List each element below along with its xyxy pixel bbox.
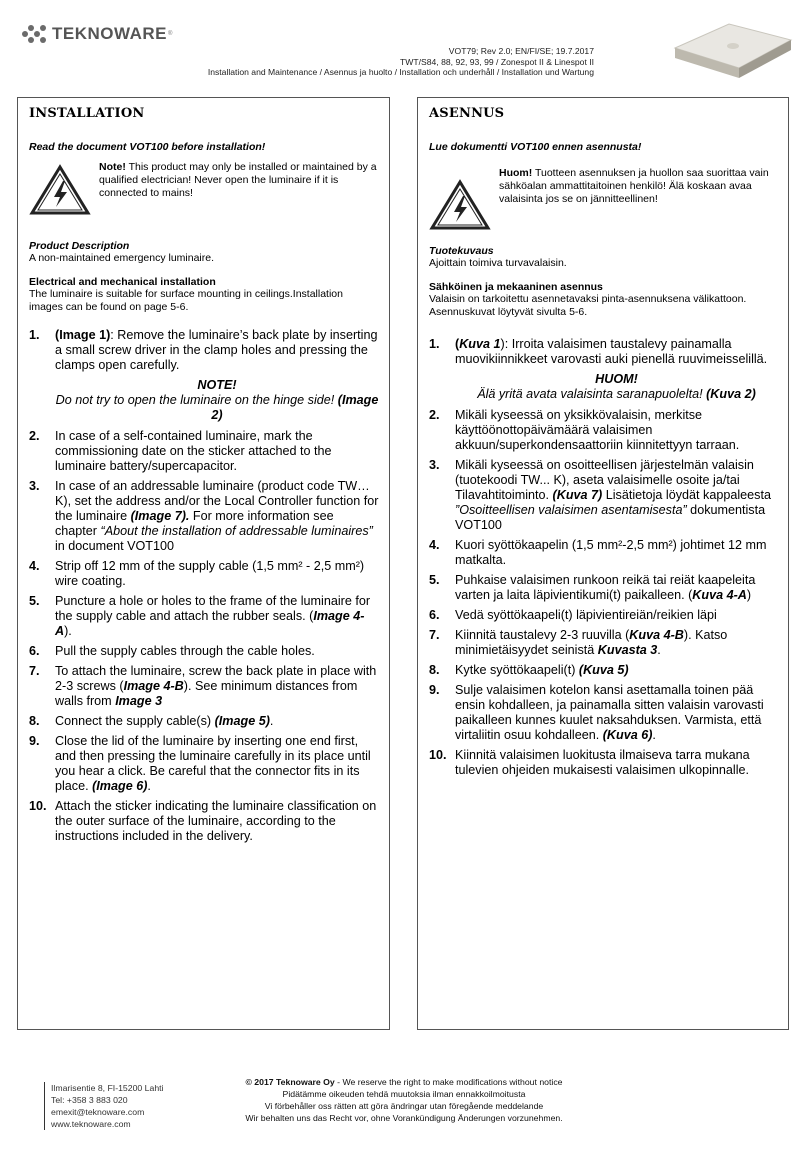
step-number: 1. xyxy=(429,337,440,351)
copyright-owner: © 2017 Teknoware Oy xyxy=(245,1077,335,1087)
step-text: . xyxy=(147,779,151,793)
image-ref: Image 4-A xyxy=(55,609,365,638)
warning-block xyxy=(429,167,778,231)
logo-text: TEKNOWARE xyxy=(52,24,167,43)
warning-text xyxy=(99,161,379,200)
step-text: To attach the luminaire, screw the back plate in place with 2-3 screws ( xyxy=(55,664,377,693)
step-text: ) xyxy=(746,588,752,602)
step-item xyxy=(429,608,778,623)
step-item xyxy=(29,644,379,659)
step-text: Kuori syöttökaapelin (1,5 mm²-2,5 mm²) johtimet 12 mm matkalta. xyxy=(455,538,767,567)
read-first-note: Lue dokumentti VOT100 ennen asennusta! xyxy=(429,141,642,153)
image-ref: Kuva 1 xyxy=(459,337,501,351)
step-text: For more information see chapter xyxy=(55,509,334,538)
step-text: Kytke syöttökaapeli(t) xyxy=(455,663,579,677)
step-item xyxy=(429,337,778,367)
step-text: Kiinnitä valaisimen luokitusta ilmaiseva tarra mukana tulevien ohjeiden mukaisesti valaisimen ulkopinnalle. xyxy=(455,748,750,777)
warning-label: Huom! xyxy=(499,167,533,179)
product-description-text: Ajoittain toimiva turvavalaisin. xyxy=(429,257,567,269)
notice-line: Pidätämme oikeuden tehdä muutoksia ilman ennakkoilmoitusta xyxy=(282,1089,526,1099)
step-item xyxy=(429,573,778,603)
phone-line: Tel: +358 3 883 020 xyxy=(51,1095,128,1105)
electrical-installation-text: Valaisin on tarkoitettu asennetavaksi pinta-asennuksena välikattoon. Asennuskuvat löytyvät sivulta 5-6. xyxy=(429,293,747,318)
step-item xyxy=(429,628,778,658)
step-item xyxy=(29,714,379,729)
note-heading: NOTE! xyxy=(197,378,237,392)
logo-registered-mark: ® xyxy=(168,31,173,37)
step-item xyxy=(29,479,379,554)
luminaire-product-image xyxy=(667,18,795,86)
notice-line: Vi förbehåller oss rätten att göra ändringar utan föregående meddelande xyxy=(264,1101,544,1111)
step-number: 8. xyxy=(29,714,40,728)
step-text: Close the lid of the luminaire by inserting one end first, and then pressing the luminaire carefully in its place until you hear a click. Be careful that the connector fits in its place. xyxy=(55,734,371,793)
electrical-installation-heading: Sähköinen ja mekaaninen asennus xyxy=(429,281,603,293)
warning-label: Note! xyxy=(99,161,126,173)
step-item xyxy=(429,683,778,743)
document-info xyxy=(208,46,594,78)
step-item xyxy=(429,748,778,778)
step-item xyxy=(29,559,379,589)
product-description-heading: Product Description xyxy=(29,240,130,252)
step-number: 3. xyxy=(429,458,440,472)
step-text: Pull the supply cables through the cable holes. xyxy=(55,644,315,658)
step-item xyxy=(29,799,379,844)
step-number: 1. xyxy=(29,328,40,342)
step-number: 2. xyxy=(29,429,40,443)
step-text: Lisätietoja löydät kappaleesta xyxy=(602,488,771,502)
logo-mark-icon xyxy=(22,25,48,43)
step-text: Connect the supply cable(s) xyxy=(55,714,215,728)
website-link[interactable]: www.teknoware.com xyxy=(51,1119,131,1129)
step-number: 4. xyxy=(429,538,440,552)
electrical-warning-icon xyxy=(429,179,491,231)
step-number: 5. xyxy=(29,594,40,608)
step-item xyxy=(429,663,778,678)
step-text: In case of an addressable luminaire (product code TW… K), set the address and/or the Local Controller function for the luminaire xyxy=(55,479,379,523)
step-text: Sulje valaisimen kotelon kansi asettamalla toinen pää ensin kohdalleen, ja painamalla sitten valaisin varovasti paikalleen kunnes kuulet naksahduksen. Varmista, että virtaliitin osuu kohdalleen. xyxy=(455,683,764,742)
electrical-installation-heading: Electrical and mechanical installation xyxy=(29,276,216,288)
step-text: dokumentista VOT100 xyxy=(455,503,766,532)
step-text: ( xyxy=(455,337,460,351)
section-title: INSTALLATION xyxy=(29,106,145,121)
step-number: 6. xyxy=(429,608,440,622)
image-ref: (Image 5) xyxy=(214,714,270,728)
step-item xyxy=(29,734,379,794)
step-number: 5. xyxy=(429,573,440,587)
step-text: Strip off 12 mm of the supply cable (1,5 mm² - 2,5 mm²) wire coating. xyxy=(55,559,365,588)
read-first-note: Read the document VOT100 before installation! xyxy=(29,141,266,153)
doc-info-line: TWT/S84, 88, 92, 93, 99 / Zonespot II & Linespot II xyxy=(400,56,594,67)
step-text: Puncture a hole or holes to the frame of the luminaire for the supply cable and attach the rubber seals. ( xyxy=(55,594,371,623)
note-heading: HUOM! xyxy=(595,372,638,386)
image-ref: Image 4-B xyxy=(123,679,184,693)
chapter-ref: “About the installation of addressable luminaires” xyxy=(100,524,373,538)
step-text: Kiinnitä taustalevy 2-3 ruuvilla ( xyxy=(455,628,630,642)
image-ref: (Kuva 5) xyxy=(578,663,629,677)
installation-column-en xyxy=(17,97,390,1030)
doc-info-line: Installation and Maintenance / Asennus ja huolto / Installation och underhåll / Installation und Wartung xyxy=(207,67,594,78)
teknoware-logo xyxy=(22,24,172,44)
step-text: ). Katso minimietäisyydet seinistä xyxy=(455,628,728,657)
step-number: 10. xyxy=(429,748,447,762)
image-ref: Kuvasta 3 xyxy=(597,643,658,657)
note-text: Do not try to open the luminaire on the hinge side! xyxy=(55,393,338,407)
note-block xyxy=(55,378,379,423)
notice-line: Wir behalten uns das Recht vor, ohne Vorankündigung Änderungen vorzunehmen. xyxy=(245,1113,563,1123)
image-ref: Image 3 xyxy=(115,694,163,708)
step-text: . xyxy=(269,714,274,728)
step-number: 7. xyxy=(29,664,40,678)
step-number: 8. xyxy=(429,663,440,677)
step-number: 4. xyxy=(29,559,40,573)
product-description-text: A non-maintained emergency luminaire. xyxy=(29,252,215,264)
image-ref: Kuva 4-B xyxy=(629,628,684,642)
copyright-notice xyxy=(140,1076,668,1124)
address-line: Ilmarisentie 8, FI-15200 Lahti xyxy=(51,1083,164,1093)
step-text: Mikäli kyseessä on osoitteellisen järjestelmän valaisin (tuotekoodi TW... K), aseta valaisimelle osoite ja/tai Tilavahtitoiminto. xyxy=(455,458,754,502)
email-link[interactable]: emexit@teknoware.com xyxy=(51,1107,145,1117)
electrical-installation-text: The luminaire is suitable for surface mounting in ceilings.Installation images can be found on page 5-6. xyxy=(29,288,343,313)
chapter-ref: ”Osoitteellisen valaisimen asentamisesta” xyxy=(455,503,687,517)
image-ref: (Image 2) xyxy=(211,393,379,422)
image-ref: (Image 6) xyxy=(92,779,148,793)
step-item xyxy=(429,408,778,453)
installation-steps xyxy=(29,328,379,844)
step-number: 9. xyxy=(429,683,440,697)
step-text: ). xyxy=(64,624,72,638)
step-item xyxy=(29,429,379,474)
step-text: : Remove the luminaire’s back plate by inserting a small screw driver in the clamp holes and pressing the clamps open carefully. xyxy=(55,328,378,372)
step-item xyxy=(29,328,379,373)
step-item xyxy=(29,594,379,639)
step-text: ). See minimum distances from walls from xyxy=(55,679,358,708)
installation-steps xyxy=(429,337,778,778)
note-text: Älä yritä avata valaisinta saranapuolelta! xyxy=(477,387,707,401)
step-text: Vedä syöttökaapeli(t) läpivientireiän/reikien läpi xyxy=(455,608,717,622)
step-item xyxy=(429,458,778,533)
image-ref: (Image 1) xyxy=(55,328,111,342)
step-text: . xyxy=(652,728,656,742)
product-description-heading: Tuotekuvaus xyxy=(429,245,494,257)
warning-body: This product may only be installed or maintained by a qualified electrician! Never open the luminaire if it is connected to mains! xyxy=(99,161,377,199)
copyright-text: - We reserve the right to make modifications without notice xyxy=(334,1077,563,1087)
image-ref: (Image 7). xyxy=(130,509,190,523)
step-number: 9. xyxy=(29,734,40,748)
section-title: ASENNUS xyxy=(429,106,505,121)
image-ref: (Kuva 7) xyxy=(552,488,603,502)
warning-block xyxy=(29,161,379,216)
image-ref: Kuva 4-A xyxy=(692,588,747,602)
step-text: Attach the sticker indicating the luminaire classification on the outer surface of the luminaire, according to the instructions included in the delivery. xyxy=(55,799,377,843)
step-number: 6. xyxy=(29,644,40,658)
step-number: 7. xyxy=(429,628,440,642)
warning-body: Tuotteen asennuksen ja huollon saa suorittaa vain sähköalan ammattitaitoinen henkilö! Älä koskaan avaa valaisinta jos se on jännitteellinen! xyxy=(499,167,769,205)
step-item xyxy=(429,538,778,568)
image-ref: (Kuva 6) xyxy=(602,728,653,742)
step-text: In case of a self-contained luminaire, mark the commissioning date on the sticker attached to the luminaire battery/supercapacitor. xyxy=(55,429,332,473)
step-text: . xyxy=(657,643,661,657)
step-number: 3. xyxy=(29,479,40,493)
step-number: 10. xyxy=(29,799,47,813)
step-number: 2. xyxy=(429,408,440,422)
step-text: in document VOT100 xyxy=(55,539,175,553)
step-text: Puhkaise valaisimen runkoon reikä tai reiät kaapeleita varten ja laita läpivientikumi(t) paikalleen. ( xyxy=(455,573,756,602)
image-ref: (Kuva 2) xyxy=(706,387,756,401)
step-item xyxy=(29,664,379,709)
doc-info-line: VOT79; Rev 2.0; EN/FI/SE; 19.7.2017 xyxy=(448,46,594,56)
electrical-warning-icon xyxy=(29,164,91,216)
warning-text xyxy=(499,167,778,206)
installation-column-fi xyxy=(417,97,789,1030)
step-text: Mikäli kyseessä on yksikkövalaisin, merkitse käyttöönottopäivämäärä valaisimen akkuun/superkondensaattoriin kiinnitettyyn tarraan. xyxy=(455,408,740,452)
note-block xyxy=(455,372,778,402)
step-text: ): Irroita valaisimen taustalevy painamalla muovikiinnikkeet varovasti auki pienellä ruuvimeisselillä. xyxy=(455,337,768,366)
